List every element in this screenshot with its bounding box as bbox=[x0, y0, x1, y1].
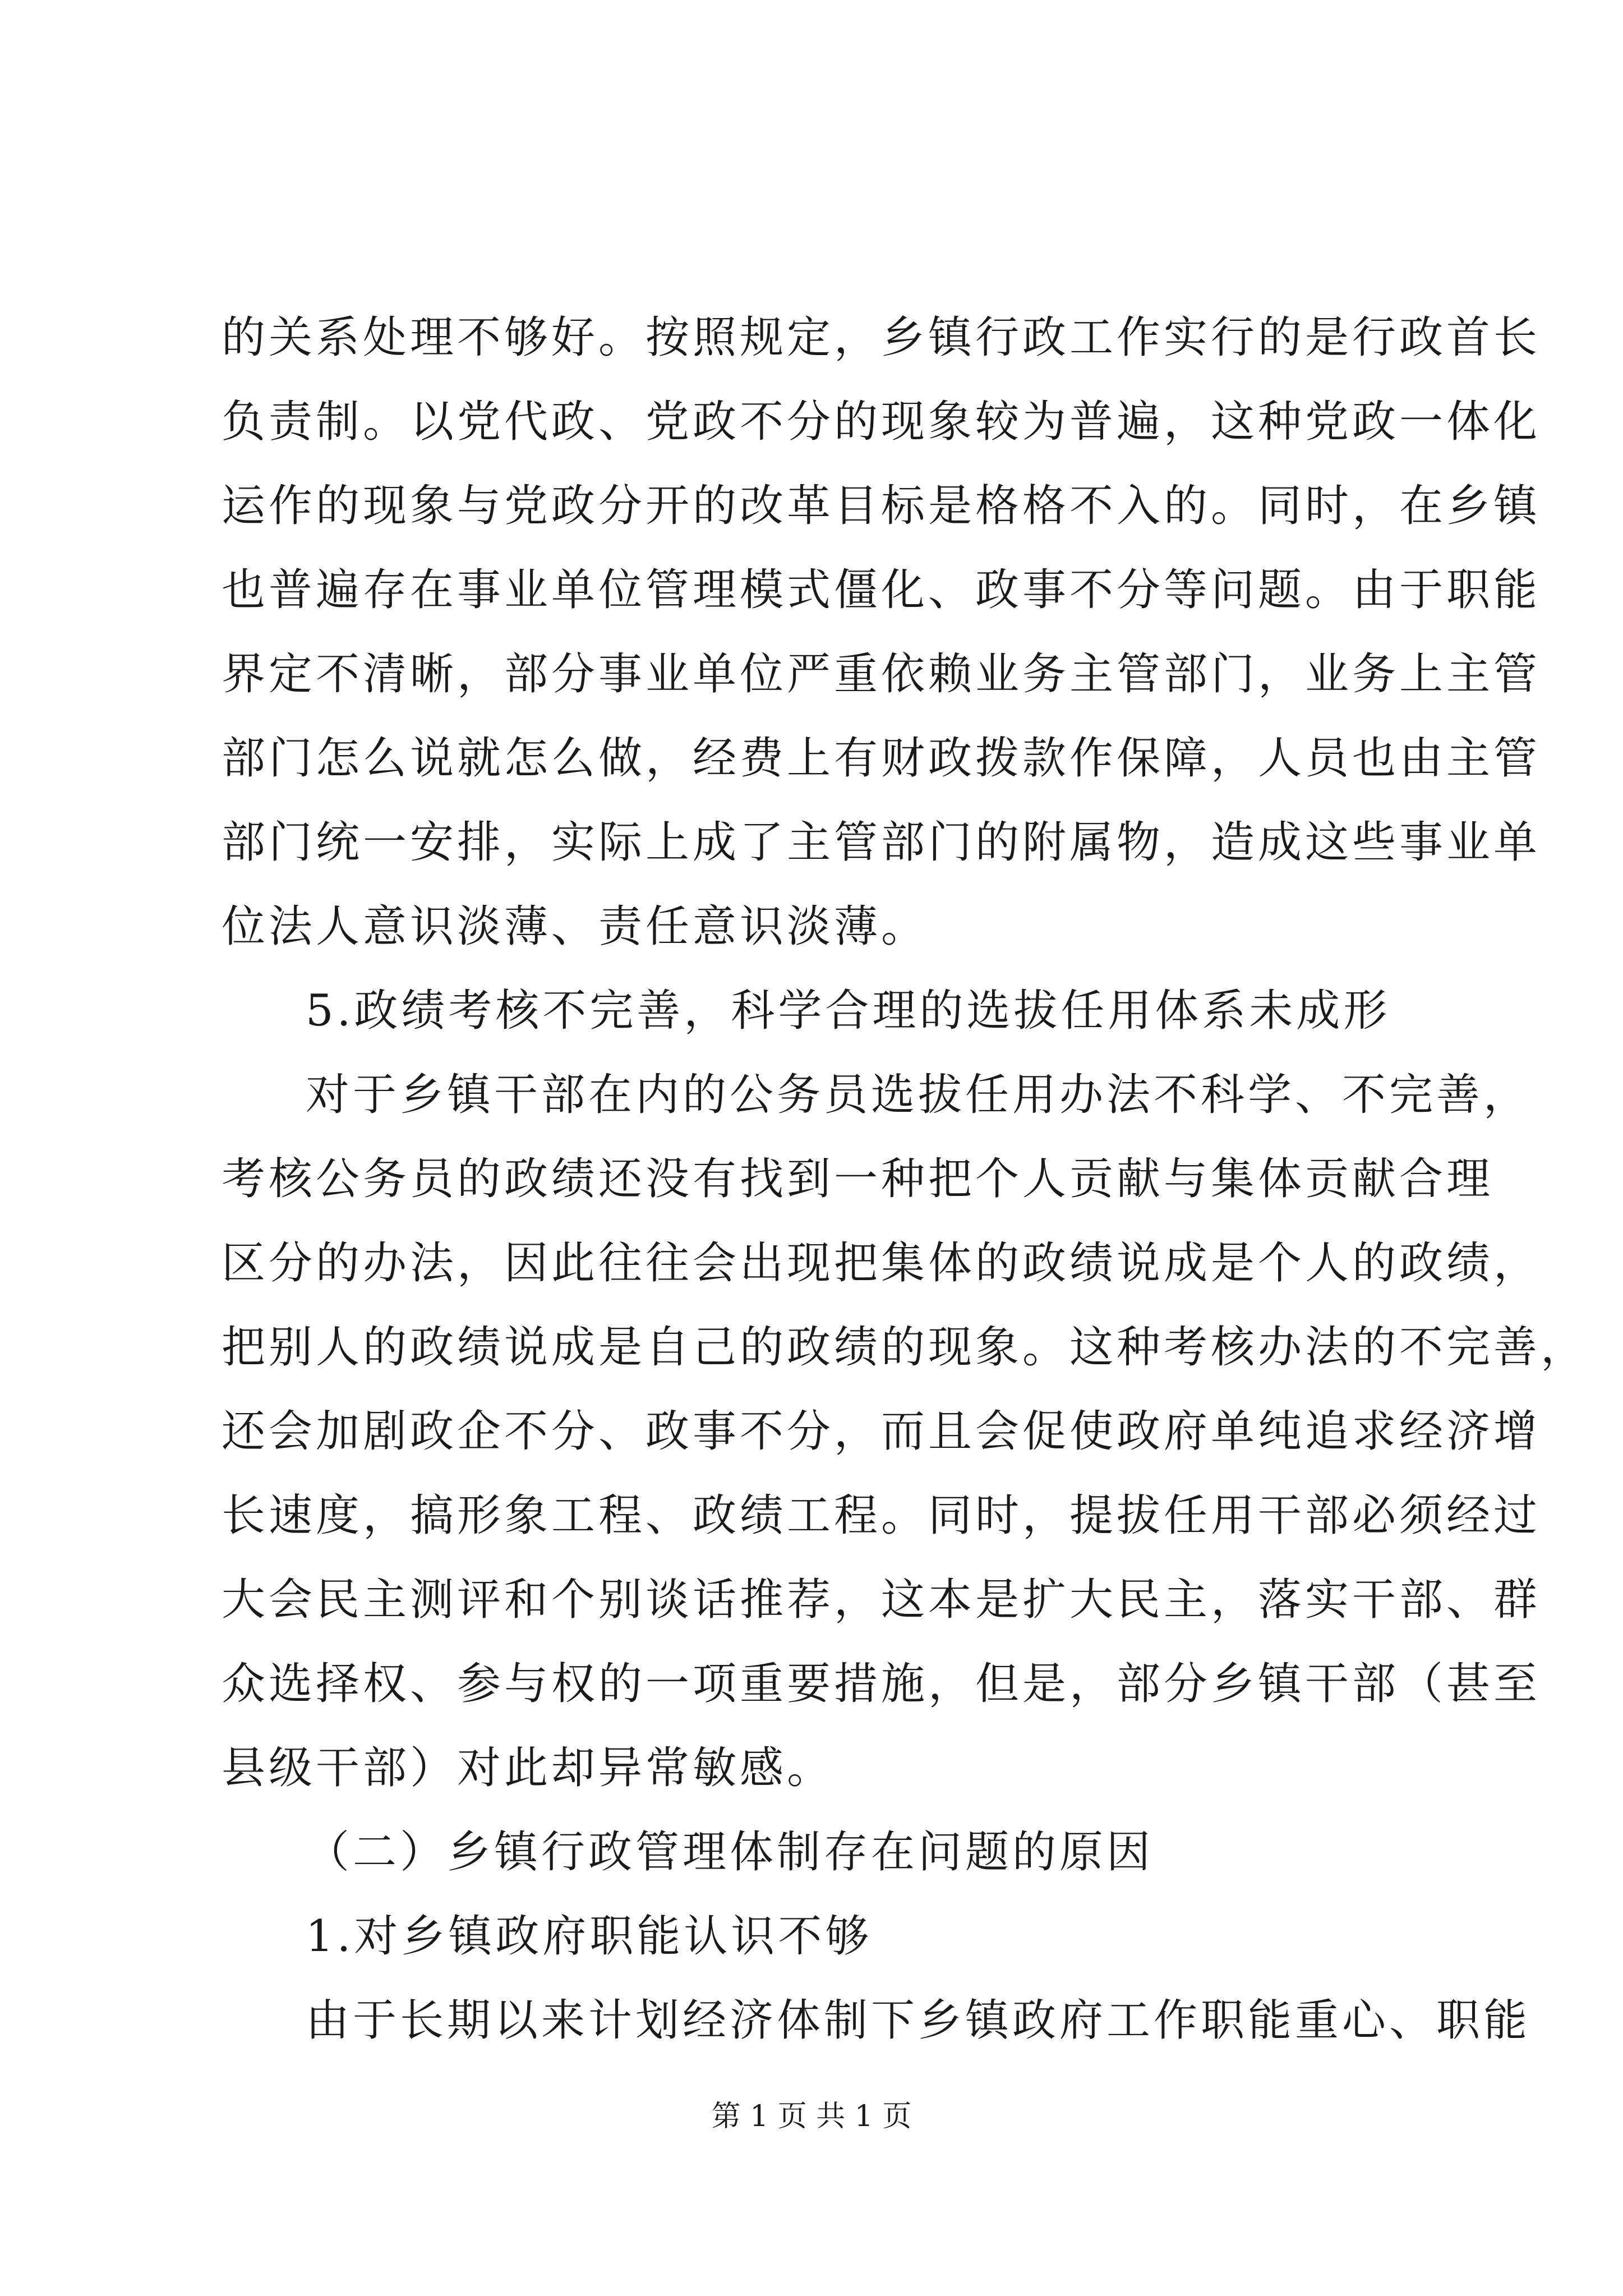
paragraph-first-line: 对于乡镇干部在内的公务员选拔任用办法不科学、不完善， bbox=[306, 1070, 1531, 1120]
body-text-line: 界定不清晰，部分事业单位严重依赖业务主管部门，业务上主管 bbox=[222, 649, 1541, 700]
body-text-line: 位法人意识淡薄、责任意识淡薄。 bbox=[222, 901, 929, 952]
section-heading: （二）乡镇行政管理体制存在问题的原因 bbox=[306, 1827, 1154, 1878]
body-text-line: 长速度，搞形象工程、政绩工程。同时，提拔任用干部必须经过 bbox=[222, 1490, 1541, 1541]
body-text-line: 负责制。以党代政、党政不分的现象较为普遍，这种党政一体化 bbox=[222, 397, 1541, 447]
body-text-line: 县级干部）对此却异常敏感。 bbox=[222, 1743, 834, 1793]
page-footer: 第 1 页 共 1 页 bbox=[711, 2100, 912, 2133]
body-text-line: 把别人的政绩说成是自己的政绩的现象。这种考核办法的不完善， bbox=[222, 1322, 1588, 1373]
section-heading: 5.政绩考核不完善，科学合理的选拔任用体系未成形 bbox=[306, 986, 1391, 1036]
body-text-line: 的关系处理不够好。按照规定，乡镇行政工作实行的是行政首长 bbox=[222, 312, 1541, 363]
paragraph-first-line: 由于长期以来计划经济体制下乡镇政府工作职能重心、职能 bbox=[306, 1995, 1531, 2046]
body-text-line: 也普遍存在事业单位管理模式僵化、政事不分等问题。由于职能 bbox=[222, 565, 1541, 615]
body-text-line: 众选择权、参与权的一项重要措施，但是，部分乡镇干部（甚至 bbox=[222, 1659, 1541, 1709]
subsection-heading: 1.对乡镇政府职能认识不够 bbox=[306, 1911, 873, 1962]
body-text-line: 部门统一安排，实际上成了主管部门的附属物，造成这些事业单 bbox=[222, 817, 1541, 868]
body-text-line: 大会民主测评和个别谈话推荐，这本是扩大民主，落实干部、群 bbox=[222, 1575, 1541, 1625]
body-text-line: 部门怎么说就怎么做，经费上有财政拨款作保障，人员也由主管 bbox=[222, 733, 1541, 784]
body-text-line: 还会加剧政企不分、政事不分，而且会促使政府单纯追求经济增 bbox=[222, 1406, 1541, 1457]
body-text-line: 运作的现象与党政分开的改革目标是格格不入的。同时，在乡镇 bbox=[222, 481, 1541, 531]
body-text-line: 区分的办法，因此往往会出现把集体的政绩说成是个人的政绩， bbox=[222, 1238, 1541, 1289]
body-text-line: 考核公务员的政绩还没有找到一种把个人贡献与集体贡献合理 bbox=[222, 1154, 1494, 1204]
